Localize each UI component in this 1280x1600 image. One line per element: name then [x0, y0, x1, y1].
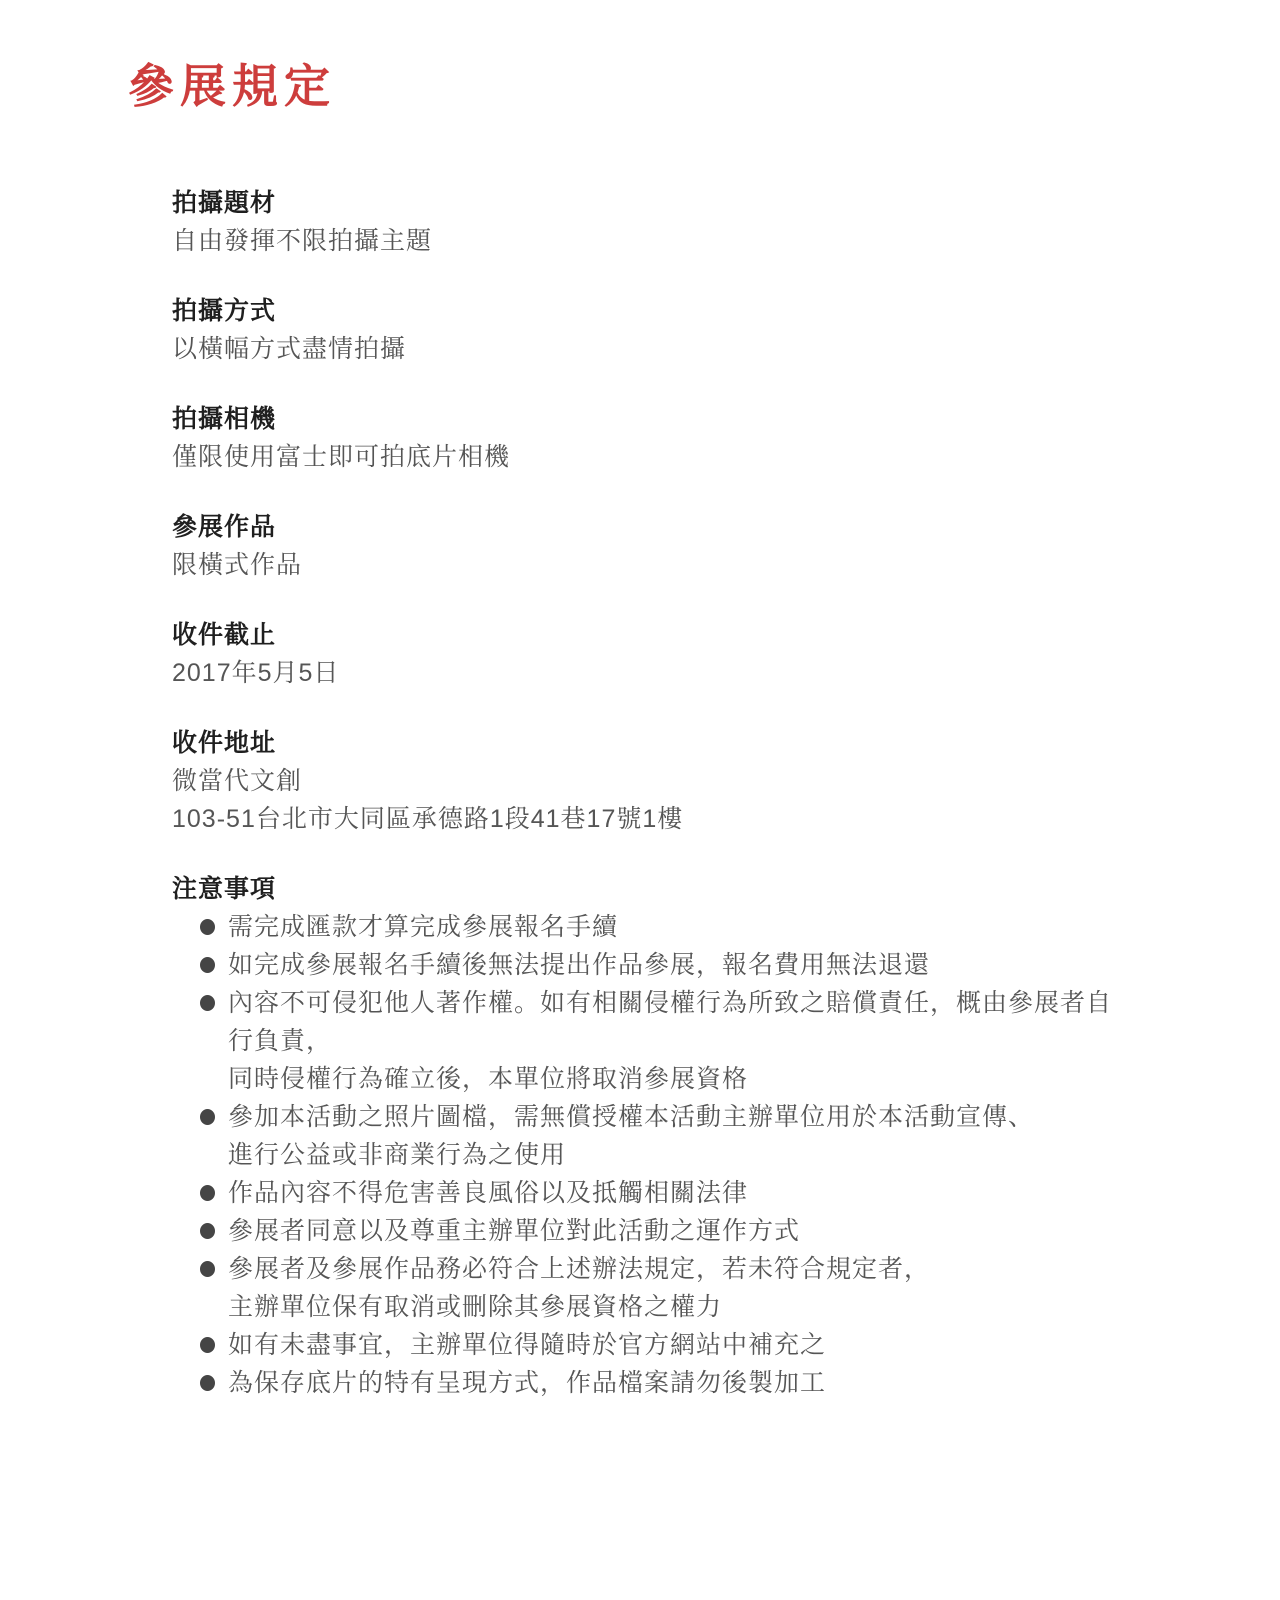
section-exhibit-works — [172, 508, 1132, 584]
note-item — [200, 908, 1132, 946]
bullet-icon — [200, 1375, 215, 1391]
content-area — [172, 184, 1132, 1402]
page-title: 參展規定 — [128, 60, 336, 112]
note-line: 進行公益或非商業行為之使用 — [228, 1141, 567, 1169]
note-line: 參展者同意以及尊重主辦單位對此活動之運作方式 — [228, 1217, 801, 1245]
bullet-icon — [200, 1185, 215, 1201]
note-item — [200, 1326, 1132, 1364]
section-heading: 參展作品 — [172, 513, 277, 541]
section-heading: 拍攝題材 — [172, 189, 277, 217]
note-line: 作品內容不得危害善良風俗以及抵觸相關法律 — [228, 1179, 749, 1207]
note-line: 需完成匯款才算完成參展報名手續 — [228, 913, 619, 941]
bullet-icon — [200, 957, 215, 973]
section-heading: 注意事項 — [172, 875, 277, 903]
section-body-line: 2017年5月5日 — [172, 659, 340, 687]
bullet-icon — [200, 1223, 215, 1239]
section-body-line: 自由發揮不限拍攝主題 — [172, 227, 433, 255]
section-body-line: 103-51台北市大同區承德路1段41巷17號1樓 — [172, 805, 684, 833]
section-shooting-method — [172, 292, 1132, 368]
note-item — [200, 946, 1132, 984]
note-line: 如完成參展報名手續後無法提出作品參展，報名費用無法退還 — [228, 951, 931, 979]
section-address — [172, 724, 1132, 838]
note-item — [200, 1212, 1132, 1250]
section-notes — [172, 870, 1132, 1402]
note-item — [200, 1250, 1132, 1326]
section-heading: 收件截止 — [172, 621, 277, 649]
section-shooting-subject — [172, 184, 1132, 260]
note-line: 同時侵權行為確立後，本單位將取消參展資格 — [228, 1065, 749, 1093]
section-body-line: 微當代文創 — [172, 767, 303, 795]
section-heading: 拍攝相機 — [172, 405, 277, 433]
bullet-icon — [200, 1109, 215, 1125]
note-item — [200, 984, 1132, 1098]
section-body-line: 僅限使用富士即可拍底片相機 — [172, 443, 511, 471]
notes-list — [172, 908, 1132, 1402]
bullet-icon — [200, 919, 215, 935]
note-item — [200, 1364, 1132, 1402]
note-line: 為保存底片的特有呈現方式，作品檔案請勿後製加工 — [228, 1369, 827, 1397]
bullet-icon — [200, 1261, 215, 1277]
section-body-line: 限橫式作品 — [172, 551, 303, 579]
section-camera — [172, 400, 1132, 476]
note-line: 主辦單位保有取消或刪除其參展資格之權力 — [228, 1293, 723, 1321]
section-body-line: 以橫幅方式盡情拍攝 — [172, 335, 407, 363]
note-line: 參展者及參展作品務必符合上述辦法規定，若未符合規定者， — [228, 1255, 931, 1283]
note-item — [200, 1098, 1132, 1174]
note-line: 內容不可侵犯他人著作權。如有相關侵權行為所致之賠償責任，概由參展者自行負責， — [228, 989, 1113, 1055]
note-line: 如有未盡事宜，主辦單位得隨時於官方網站中補充之 — [228, 1331, 827, 1359]
note-item — [200, 1174, 1132, 1212]
section-deadline — [172, 616, 1132, 692]
bullet-icon — [200, 1337, 215, 1353]
section-heading: 拍攝方式 — [172, 297, 277, 325]
bullet-icon — [200, 995, 215, 1011]
section-heading: 收件地址 — [172, 729, 277, 757]
note-line: 參加本活動之照片圖檔，需無償授權本活動主辦單位用於本活動宣傳、 — [228, 1103, 1035, 1131]
